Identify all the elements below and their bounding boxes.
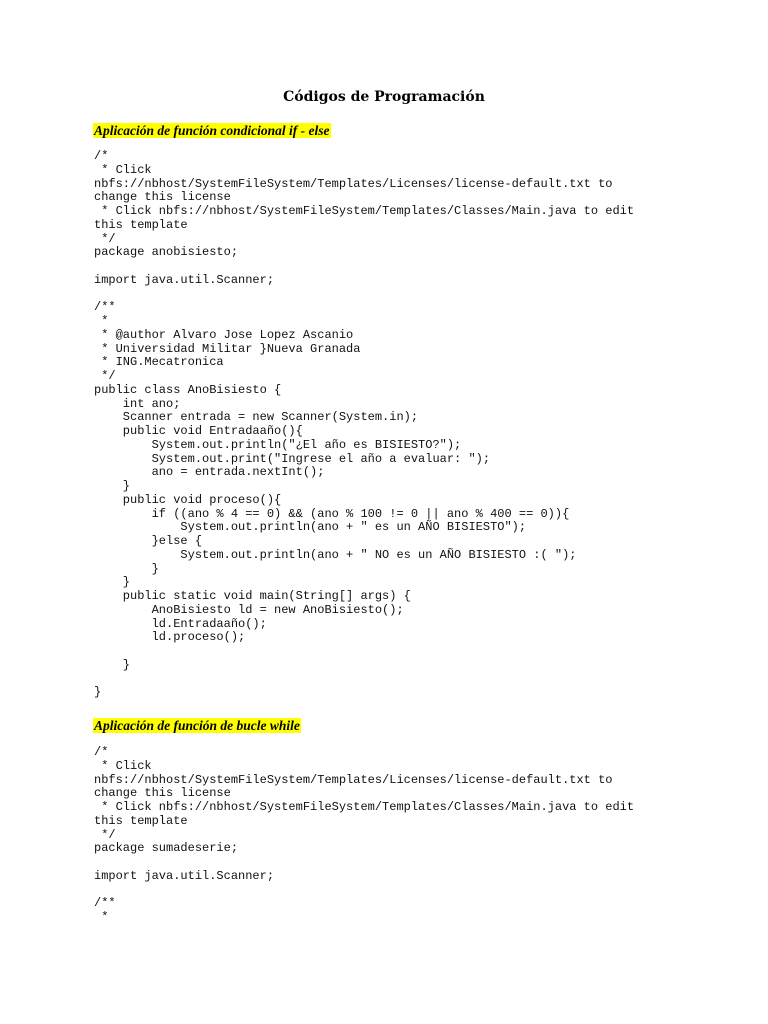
section-heading-label: Aplicación de función de bucle while bbox=[94, 718, 300, 733]
code-block-if-else: /* * Click nbfs://nbhost/SystemFileSystem/Templates/Licenses/license-default.txt to change this license * Click nbfs://nbhost/SystemFileSystem/Templates/Classes/Main.java to edit this template */ package anobisiesto; import java.util.Scanner; /** * * @author Alvaro Jose Lopez Ascanio * Universidad Militar }Nueva Granada * ING.Mecatronica */ public class AnoBisiesto { int ano; Scanner entrada = new Scanner(System.in); public void Entradaaño(){ System.out.println("¿El año es BISIESTO?"); System.out.print("Ingrese el año a evaluar: "); ano = entrada.nextInt(); } public void proceso(){ if ((ano % 4 == 0) && (ano % 100 != 0 || ano % 400 == 0)){ System.out.println(ano + " es un AÑO BISIESTO"); }else { System.out.println(ano + " NO es un AÑO BISIESTO :( "); } } public static void main(String[] args) { AnoBisiesto ld = new AnoBisiesto(); ld.Entradaaño(); ld.proceso(); } } bbox=[94, 149, 635, 700]
section-heading-while bbox=[93, 717, 301, 734]
section-heading-label: Aplicación de función condicional if - else bbox=[94, 123, 330, 138]
page-title: Códigos de Programación bbox=[283, 89, 485, 105]
code-block-while: /* * Click nbfs://nbhost/SystemFileSystem/Templates/Licenses/license-default.txt to change this license * Click nbfs://nbhost/SystemFileSystem/Templates/Classes/Main.java to edit this template */ package sumadeserie; import java.util.Scanner; /** * bbox=[94, 745, 635, 924]
section-heading-if-else bbox=[93, 122, 331, 139]
